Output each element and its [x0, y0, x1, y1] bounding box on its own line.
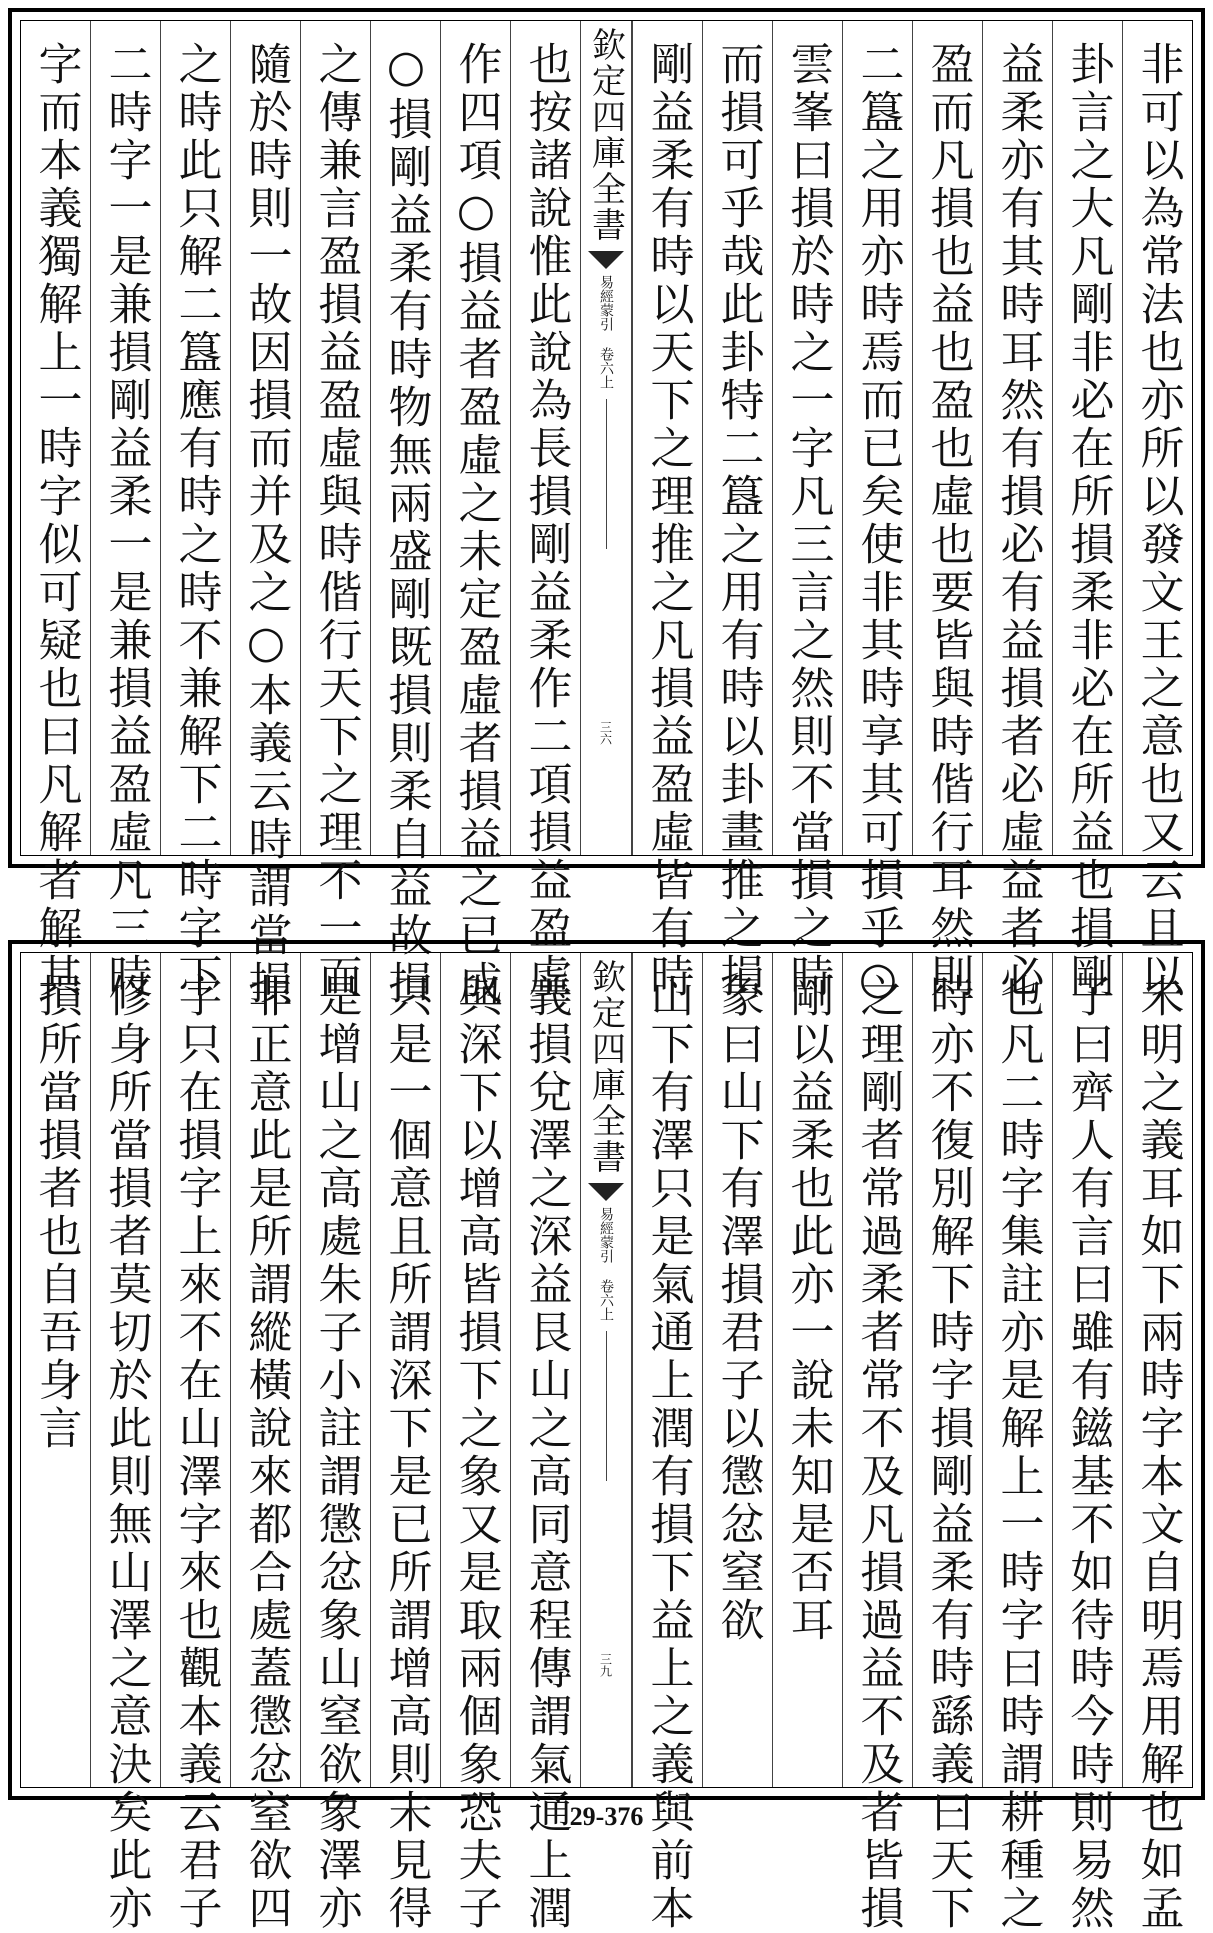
text-column: [21, 953, 90, 1787]
text-column: [1122, 953, 1192, 1933]
column-text: 象曰山下有澤損君子以懲忿窒欲: [712, 973, 764, 1645]
text-column: [1052, 953, 1122, 1933]
column-text: 也凡二時字集註亦是解上一時字曰時謂耕種之: [992, 973, 1044, 1933]
text-column: [632, 21, 702, 1001]
column-text: 山下有澤只是氣通上潤有損下益上之義與前本: [642, 973, 694, 1933]
column-text: ○損剛益柔有時物無兩盛剛既損則柔自益故損: [380, 41, 432, 1008]
column-text: 而損可乎哉此卦特二簋之用有時以卦畫推之損: [712, 41, 764, 1001]
column-text: 義損兌澤之深益艮山之高同意程傳謂氣通上潤: [520, 973, 572, 1933]
text-column: [370, 21, 440, 1008]
column-text: 隨於時則一故因損而并及之○本義云時謂當損: [240, 41, 292, 1008]
column-text: 作四項○損益者盈虛之未定盈虛者損益之已成: [450, 41, 502, 1008]
text-column: [370, 953, 440, 1933]
plate-number: 29-376: [569, 1802, 644, 1831]
column-text: 之理剛者常過柔者常不及凡損過益不及者皆損: [852, 973, 904, 1933]
text-column: [160, 953, 230, 1933]
text-column: [772, 953, 842, 1787]
text-column: [982, 21, 1052, 1001]
text-column: [510, 21, 580, 1001]
text-column: [982, 953, 1052, 1933]
text-column: [702, 953, 772, 1787]
column-text: 是增山之高處朱子小註謂懲忿象山窒欲象澤亦: [310, 973, 362, 1933]
column-text: 盈而凡損也益也盈也虛也要皆與時偕行耳然則: [922, 41, 974, 1001]
column-text: 時亦不復別解下時字損剛益柔有時繇義曰天下: [922, 973, 974, 1933]
column-text: 字而本義獨解上一時字似可疑也曰凡解者解其: [30, 41, 82, 1001]
column-text: 剛以益柔也此亦一說未知是否耳: [782, 973, 834, 1645]
column-text: 之時此只解二簋應有時之時不兼解下二時字下: [170, 41, 222, 1001]
spine-page-number: 三九: [598, 1653, 613, 1677]
column-text: 二簋之用亦時焉而已矣使非其時享其可損乎○: [852, 41, 904, 1008]
spine-divider: [606, 399, 607, 549]
text-column: [230, 21, 300, 1008]
spine-divider: [606, 1331, 607, 1481]
column-text: 也按諸說惟此說為長損剛益柔作二項損益盈虛: [520, 41, 572, 1001]
center-spine: [580, 953, 632, 1787]
spine-title: 欽定四庫全書: [585, 959, 626, 1175]
column-text: 非正意此是所謂縱橫說來都合處蓋懲忿窒欲四: [240, 973, 292, 1933]
text-column: [912, 21, 982, 1001]
column-text: 修身所當損者莫切於此則無山澤之意決矣此亦: [100, 973, 152, 1933]
text-column: [772, 21, 842, 1001]
spine-title: 欽定四庫全書: [585, 27, 626, 243]
text-column: [90, 21, 160, 1001]
column-text: 益柔亦有其時耳然有損必有益損者必虛益者必: [992, 41, 1044, 1001]
column-text: 之傳兼言盈損益盈虛與時偕行天下之理不一而: [310, 41, 362, 1001]
column-text: 子曰齊人有言曰雖有鎡基不如待時今時則易然: [1062, 973, 1114, 1933]
column-text: 損所當損者也自吾身言: [30, 973, 82, 1453]
text-column: [300, 953, 370, 1933]
text-column: [440, 21, 510, 1008]
text-column: [230, 953, 300, 1933]
spine-book-volume: 易經蒙引 卷六上: [598, 275, 614, 389]
text-column: [300, 21, 370, 1001]
text-column: [21, 21, 90, 1001]
text-column: [842, 953, 912, 1933]
center-spine: [580, 21, 632, 855]
column-text: 與深下以增高皆損下之象又是取兩個象恐夫子: [450, 973, 502, 1933]
text-column: [1052, 21, 1122, 1001]
fish-tail-mark-icon: [588, 1183, 624, 1201]
column-text: 二時字一是兼損剛益柔一是兼損益盈虛凡三時: [100, 41, 152, 1001]
spine-page-number: 三六: [598, 721, 613, 745]
top-page: [8, 8, 1205, 1008]
text-column: [440, 953, 510, 1933]
column-text: 雲峯曰損於時之一字凡三言之然則不當損之時: [782, 41, 834, 1001]
text-column: [90, 953, 160, 1933]
column-text: 字只在損字上來不在山澤字來也觀本義云君子: [170, 973, 222, 1933]
top-page-text-block: [20, 20, 1193, 1008]
text-column: [632, 953, 702, 1933]
column-text: 非可以為常法也亦所以發文王之意也又云且以: [1132, 41, 1184, 1001]
text-column: [702, 21, 772, 1001]
text-column: [1122, 21, 1192, 1001]
column-text: 只是一個意且所謂深下是已所謂增高則未見得: [380, 973, 432, 1933]
text-column: [160, 21, 230, 1001]
fish-tail-mark-icon: [588, 251, 624, 269]
column-text: 未明之義耳如下兩時字本文自明焉用解也如孟: [1132, 973, 1184, 1933]
text-column: [510, 953, 580, 1933]
text-column: [912, 953, 982, 1933]
column-text: 卦言之大凡剛非必在所損柔非必在所益也損剛: [1062, 41, 1114, 1001]
column-text: 剛益柔有時以天下之理推之凡損益盈虛皆有時: [642, 41, 694, 1001]
spine-book-volume: 易經蒙引 卷六上: [598, 1207, 614, 1321]
text-column: [842, 21, 912, 1008]
